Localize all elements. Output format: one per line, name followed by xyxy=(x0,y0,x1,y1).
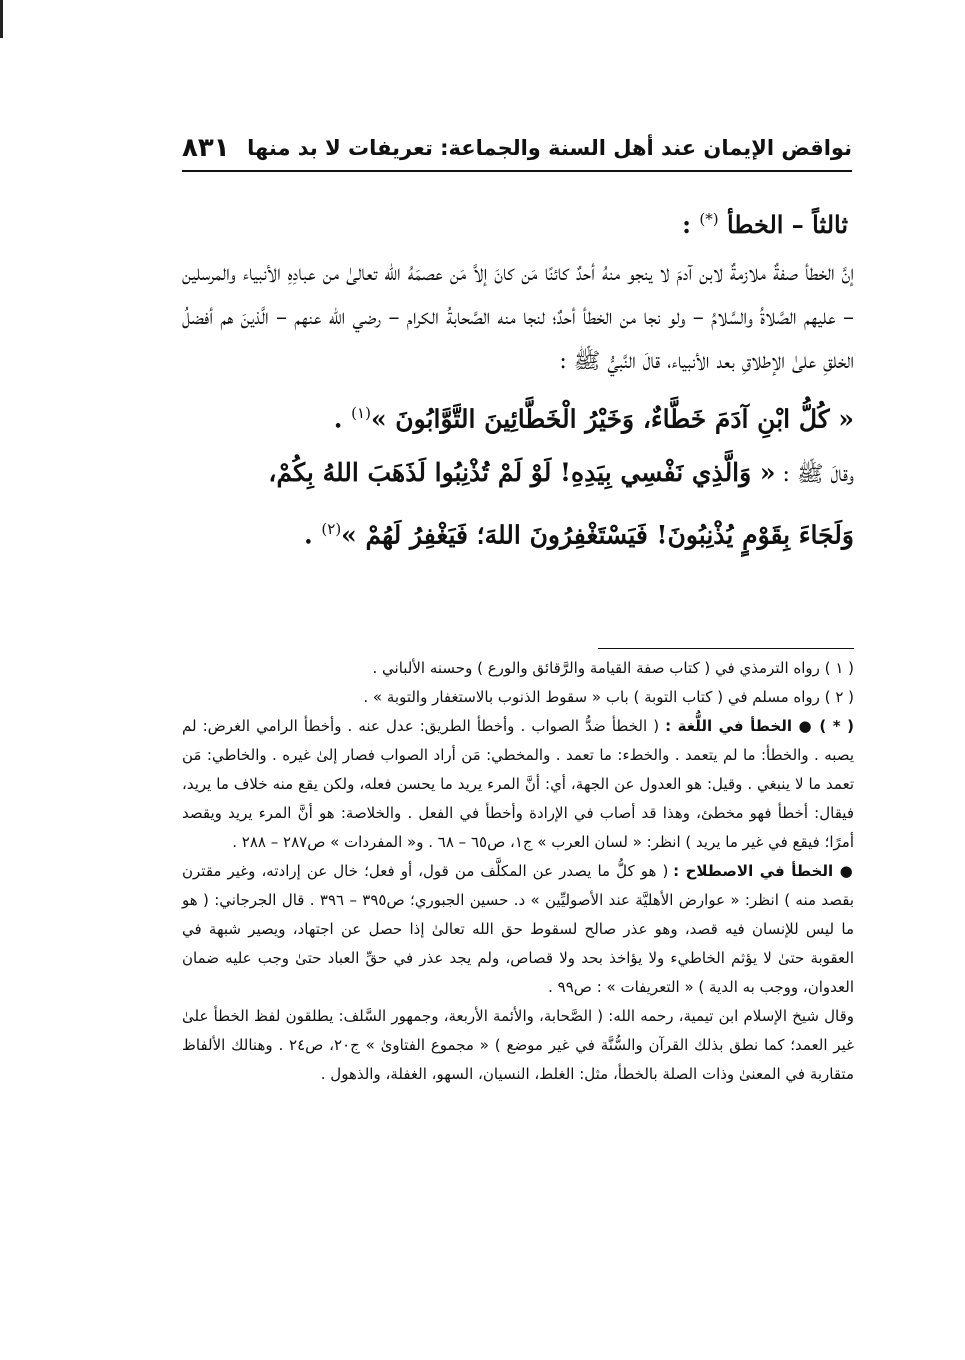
hadith-1-footnote-ref: (١) xyxy=(351,404,371,422)
footnote-star-lead: ( * ) ● الخطأ في اللُّغة : xyxy=(665,717,854,735)
page-number: ٨٣١ xyxy=(182,133,230,163)
section-footnote-ref: (*) xyxy=(699,210,719,228)
footnote-star-body-1: ( الخطأ ضدُّ الصواب . وأخطأ الطريق: عدل عنه . وأخطأ الرامي الغرض: لم يصبه . والخطأ: ما لم يتعمد . والخطء: ما تعمد . والمخطي: مَن أراد الصواب فصار إلىٰ غيره . والخاطي: مَن تعمد ما لا ينبغي . وقيل: هو العدول عن الجهة، أي: أنَّ المرء يريد ما يحسن فعله، ولكن يقع منه خلاف ما يريد، فيقال: أخطأ فهو مخطئ، وهذا قد أصاب في الإرادة وأخطأ في الفعل . والخلاصة: هو أنَّ المرء يريد ويقصد أمرًا؛ فيقع في غير ما يريد ) انظر: « لسان العرب » ج١، ص٦٥ – ٦٨ . و« المفردات » ص٢٨٧ – ٢٨٨ . xyxy=(182,717,854,851)
hadith-2-footnote-ref: (٢) xyxy=(321,520,342,539)
hadith-quote-2-line-2 xyxy=(182,502,854,562)
header-rule xyxy=(182,170,852,172)
paragraph-intro: إنَّ الخطأ صفةٌ ملازمةٌ لابن آدمَ لا ينجو منهُ أحدٌ كائنًا مَن كانَ إلاَّ مَن عصمَهُ الله تعالىٰ من عبادِهِ الأنبياء والمرسلين – عليهم الصَّلاةُ والسَّلامُ – ولو نجا من الخطأ أحدٌ؛ لنجا منه الصَّحابةُ الكرام – رضي الله عنهم – الَّذينَ هم أفضلُ الخلقِ علىٰ الإطلاقِ بعد الأنبياء، قالَ النَّبيُّ ﷺ : xyxy=(182,261,854,374)
scan-edge-mark xyxy=(0,0,3,38)
footnote-2: ( ٢ ) رواه مسلم في ( كتاب التوبة ) باب « سقوط الذنوب بالاستغفار والتوبة » . xyxy=(363,688,854,706)
hadith-1-end: . xyxy=(333,404,352,434)
hadith-1-text: « كُلُّ ابْنِ آدَمَ خَطَّاءٌ، وَخَيْرُ الْخَطَّائِينَ التَّوَّابُونَ » xyxy=(370,404,854,434)
footnotes xyxy=(182,654,854,1089)
hadith-2-intro: وقالَ ﷺ : xyxy=(775,462,854,488)
footnote-separator xyxy=(598,648,854,649)
section-heading-colon: : xyxy=(682,210,692,239)
hadith-quote-1 xyxy=(182,386,854,446)
main-text xyxy=(182,196,854,563)
footnote-1: ( ١ ) رواه الترمذي في ( كتاب صفة القيامة والرَّقائق والورع ) وحسنه الألباني . xyxy=(372,659,854,677)
footnote-star-terminology xyxy=(182,857,854,1002)
section-heading-text: ثالثاً – الخطأ xyxy=(726,210,848,239)
hadith-2-end: . xyxy=(303,520,322,550)
hadith-quote-2-line-1 xyxy=(182,446,854,502)
running-title: نواقض الإيمان عند أهل السنة والجماعة: تعريفات لا بد منها xyxy=(247,136,852,160)
footnote-star-body-2: ( هو كلُّ ما يصدر عن المكلَّف من قول، أو فعل؛ خال عن إرادته، وغير مقترن بقصد منه ) انظر: « عوارض الأهليَّة عند الأصوليِّين » د. حسين الجبوري؛ ص٣٩٥ – ٣٩٦ . قال الجرجاني: ( هو ما ليس للإنسان فيه قصد، وهو عذر صالح لسقوط حق الله تعالىٰ إذا حصل عن اجتهاد، ويصير شبهة في العقوبة حتىٰ لا يؤثم الخاطيء ولا يؤاخذ بحد ولا قصاص، ولم يجد عذر في حقِّ العباد حتىٰ وجب عليه ضمان العدوان، ووجب به الدية ) « التعريفات » : ص٩٩ . xyxy=(182,862,855,996)
section-heading xyxy=(182,196,848,248)
hadith-2-line-1: « وَالَّذِي نَفْسِي بِيَدِهِ! لَوْ لَمْ تُذْنِبُوا لَذَهَبَ اللهُ بِكُمْ، xyxy=(268,458,776,488)
footnote-star-ibn-taymiyya: وقال شيخ الإسلام ابن تيمية، رحمه الله: ( الصَّحابة، والأئمة الأربعة، وجمهور السَّلف: يطلقون لفظ الخطأ علىٰ غير العمد؛ كما نطق بذلك القرآن والسُّنَّة في غير موضع ) « مجموع الفتاوىٰ » ج٢٠، ص٢٤ . وهنالك الألفاظ متقاربة في المعنىٰ وذات الصلة بالخطأ، مثل: الغلط، النسيان، السهو، الغفلة، والذهول . xyxy=(182,1007,855,1083)
footnote-star-language xyxy=(182,712,854,857)
footnote-star-lead-2: ● الخطأ في الاصطلاح : xyxy=(673,862,854,880)
running-header xyxy=(182,128,852,168)
hadith-2-line-2: وَلَجَاءَ بِقَوْمٍ يُذْنِبُونَ! فَيَسْتَغْفِرُونَ اللهَ؛ فَيَغْفِرُ لَهُمْ » xyxy=(341,520,854,550)
